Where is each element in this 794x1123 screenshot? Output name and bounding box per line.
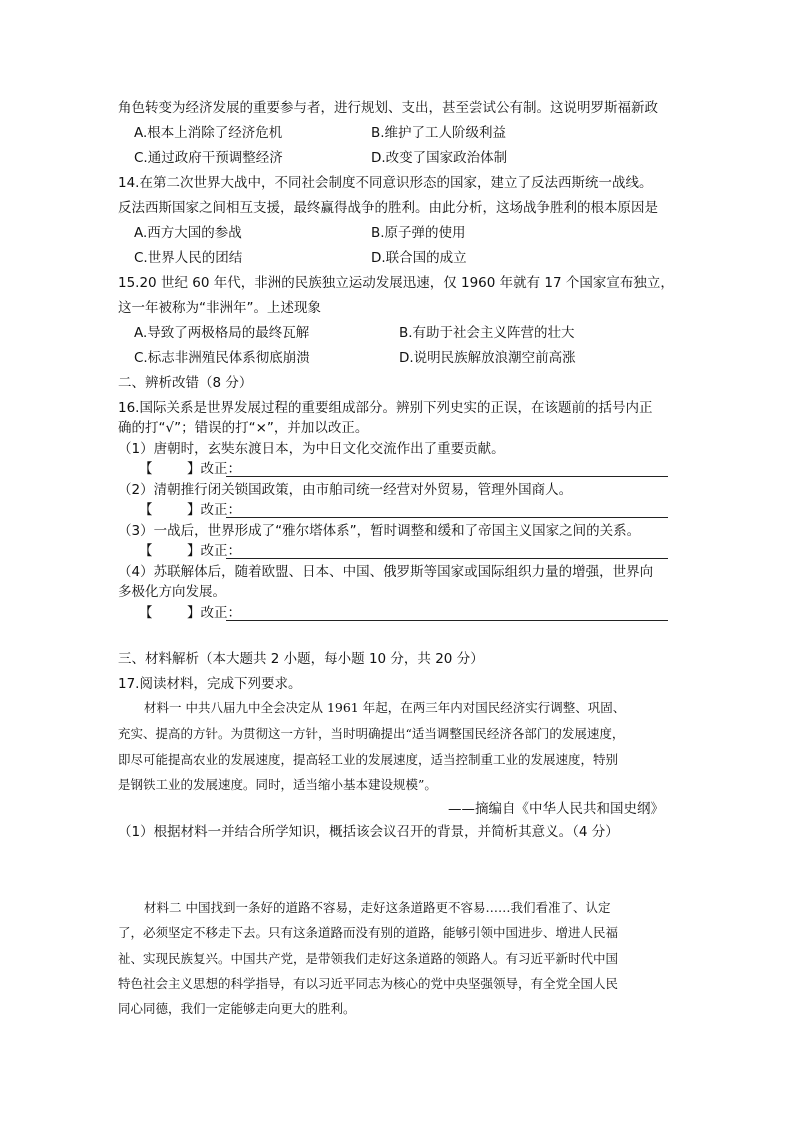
q16-answer-line-1[interactable] <box>226 476 668 477</box>
q16-answer-line-3[interactable] <box>226 558 668 559</box>
q16-item-1: （1）唐朝时，玄奘东渡日本，为中日文化交流作出了重要贡献。 <box>118 441 505 457</box>
q14-line-1: 14.在第二次世界大战中，不同社会制度不同意识形态的国家，建立了反法西斯统一战线。 <box>118 175 653 191</box>
q15-option-b: B.有助于社会主义阵营的壮大 <box>399 325 575 341</box>
q13-option-a: A.根本上消除了经济危机 <box>134 125 283 141</box>
q16-answer-line-2[interactable] <box>226 517 668 518</box>
q15-option-a: A.导致了两极格局的最终瓦解 <box>134 325 310 341</box>
q13-option-c: C.通过政府干预调整经济 <box>134 150 283 166</box>
q16-item-4-line-2: 多极化方向发展。 <box>118 584 226 600</box>
q15-option-c: C.标志非洲殖民体系彻底崩溃 <box>134 350 310 366</box>
q15-line-1: 15.20 世纪 60 年代，非洲的民族独立运动发展迅速，仅 1960 年就有 17 个国家宣布独立， <box>118 275 674 291</box>
q14-option-a: A.西方大国的参战 <box>134 225 242 241</box>
q16-line-1: 16.国际关系是世界发展过程的重要组成部分。辨别下列史实的正误，在该题前的括号内正 <box>118 400 653 416</box>
answer-bracket-open: 【 <box>139 605 153 621</box>
q14-option-d: D.联合国的成立 <box>371 250 467 266</box>
correction-label: 】改正： <box>187 543 241 559</box>
material2-line-1: 材料二 中国找到一条好的道路不容易，走好这条道路更不容易……我们看准了、认定 <box>144 900 611 915</box>
q16-answer-line-4[interactable] <box>226 620 668 621</box>
material1-line-1: 材料一 中共八届九中全会决定从 1961 年起，在两三年内对国民经济实行调整、巩固、 <box>144 700 626 715</box>
material1-line-2: 充实、提高的方针。为贯彻这一方针，当时明确提出“适当调整国民经济各部门的发展速度， <box>118 726 625 741</box>
q13-option-d: D.改变了国家政治体制 <box>371 150 508 166</box>
material2-line-5: 同心同德，我们一定能够走向更大的胜利。 <box>118 1001 356 1016</box>
answer-bracket-open: 【 <box>139 502 153 518</box>
section2-heading: 二、辨析改错（8 分） <box>118 375 253 391</box>
material2-line-2: 了，必须坚定不移走下去。只有这条道路而没有别的道路，能够引领中国进步、增进人民福 <box>118 925 619 940</box>
section3-heading: 三、材料解析（本大题共 2 小题，每小题 10 分，共 20 分） <box>118 651 484 667</box>
correction-label: 】改正： <box>187 605 241 621</box>
q15-option-d: D.说明民族解放浪潮空前高涨 <box>399 350 576 366</box>
q13-stem-tail: 角色转变为经济发展的重要参与者，进行规划、支出，甚至尝试公有制。这说明罗斯福新政 <box>118 100 658 116</box>
q16-item-3: （3）一战后，世界形成了“雅尔塔体系”，暂时调整和缓和了帝国主义国家之间的关系。 <box>118 523 641 539</box>
q16-line-2: 确的打“√”；错误的打“×”，并加以改正。 <box>118 420 369 436</box>
q14-option-b: B.原子弹的使用 <box>371 225 466 241</box>
q13-option-b: B.维护了工人阶级利益 <box>371 125 507 141</box>
q14-option-c: C.世界人民的团结 <box>134 250 243 266</box>
q16-item-2: （2）清朝推行闭关锁国政策，由市舶司统一经营对外贸易，管理外国商人。 <box>118 482 573 498</box>
material2-line-3: 祉、实现民族复兴。中国共产党，是带领我们走好这条道路的领路人。有习近平新时代中国 <box>118 951 619 966</box>
q17-title: 17.阅读材料，完成下列要求。 <box>118 676 302 692</box>
answer-bracket-open: 【 <box>139 461 153 477</box>
material1-line-3: 即尽可能提高农业的发展速度，提高轻工业的发展速度，适当控制重工业的发展速度，特别 <box>118 752 619 767</box>
correction-label: 】改正： <box>187 461 241 477</box>
q17-sub-1: （1）根据材料一并结合所学知识，概括该会议召开的背景，并简析其意义。（4 分） <box>118 824 619 840</box>
q14-line-2: 反法西斯国家之间相互支援，最终赢得战争的胜利。由此分析，这场战争胜利的根本原因是 <box>118 200 658 216</box>
q16-item-4: （4）苏联解体后，随着欧盟、日本、中国、俄罗斯等国家或国际组织力量的增强，世界向 <box>118 564 654 580</box>
material2-line-4: 特色社会主义思想的科学指导，有以习近平同志为核心的党中央坚强领导，有全党全国人民 <box>118 976 619 991</box>
correction-label: 】改正： <box>187 502 241 518</box>
material1-source: ——摘编自《中华人民共和国史纲》 <box>448 801 664 817</box>
material1-line-4: 是钢铁工业的发展速度。同时，适当缩小基本建设规模”。 <box>118 777 437 792</box>
q15-line-2: 这一年被称为“非洲年”。上述现象 <box>118 300 321 316</box>
answer-bracket-open: 【 <box>139 543 153 559</box>
